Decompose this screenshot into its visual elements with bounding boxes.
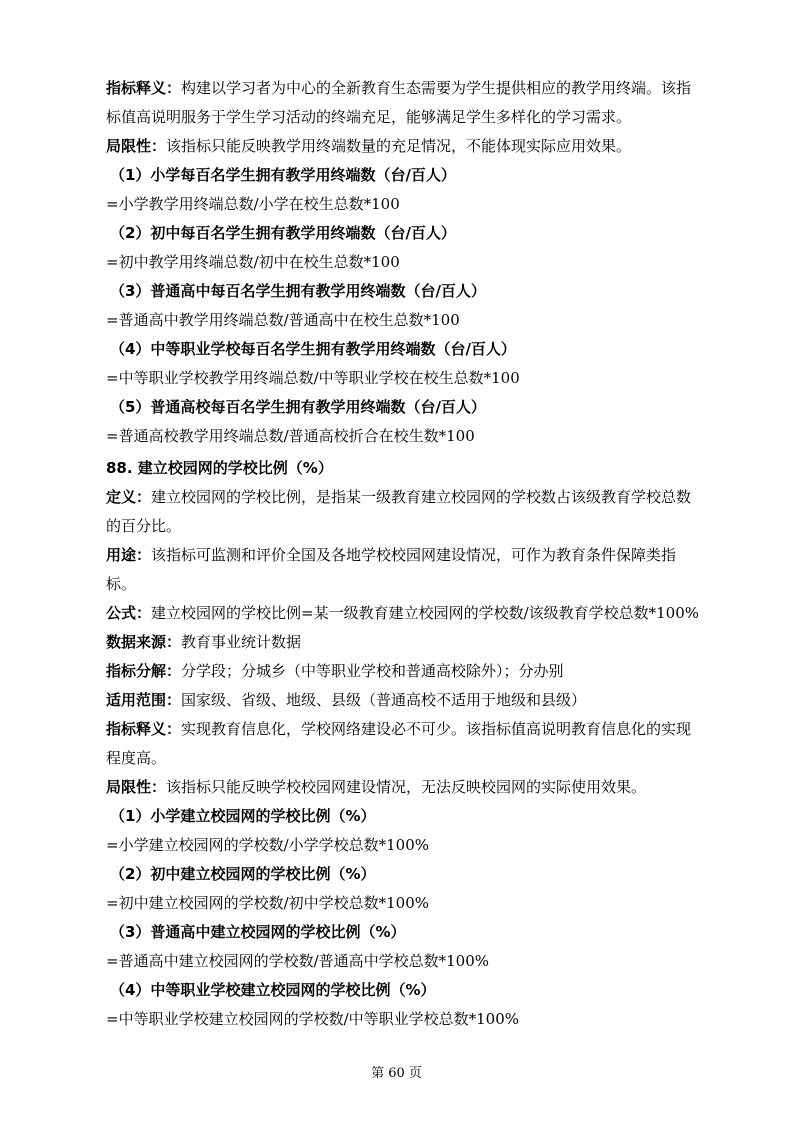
breakdown-paragraph [106, 657, 706, 686]
data-source-paragraph [106, 628, 706, 657]
breakdown-label: 指标分解： [106, 662, 182, 680]
data-source-text: 教育事业统计数据 [181, 633, 302, 651]
interpretation-label: 指标释义： [106, 720, 182, 738]
limitation-label: 局限性： [106, 778, 167, 796]
usage-paragraph [106, 541, 706, 599]
sub-indicator-formula: =初中建立校园网的学校数/初中学校总数*100% [106, 894, 430, 912]
section-heading: 88. 建立校园网的学校比例（%） [106, 459, 333, 477]
definition-label: 定义： [106, 488, 152, 506]
scope-paragraph [106, 686, 706, 715]
sub-indicator-title: （1）小学建立校园网的学校比例（%） [110, 807, 376, 825]
interpretation-text: 实现教育信息化，学校网络建设必不可少。该指标值高说明教育信息化的实现程度高。 [106, 720, 692, 767]
definition-text: 建立校园网的学校比例，是指某一级教育建立校园网的学校数占该级教育学校总数的百分比。 [106, 488, 692, 535]
formula-label: 公式： [106, 604, 152, 622]
sub-indicator-formula: =中等职业学校建立校园网的学校数/中等职业学校总数*100% [106, 1010, 520, 1028]
page-number-footer: 第 60 页 [371, 1066, 422, 1081]
page-content [106, 74, 706, 1034]
usage-label: 用途： [106, 546, 152, 564]
limitation-text: 该指标只能反映教学用终端数量的充足情况，不能体现实际应用效果。 [166, 137, 632, 155]
usage-text: 该指标可监测和评价全国及各地学校校园网建设情况，可作为教育条件保障类指标。 [106, 546, 677, 593]
sub-indicator-title: （4）中等职业学校每百名学生拥有教学用终端数（台/百人） [110, 340, 516, 358]
sub-indicator-title: （5）普通高校每百名学生拥有教学用终端数（台/百人） [110, 398, 486, 416]
sub-indicator-formula: =中等职业学校教学用终端总数/中等职业学校在校生总数*100 [106, 369, 520, 387]
interpretation-text: 构建以学习者为中心的全新教育生态需要为学生提供相应的教学用终端。该指标值高说明服务于学生学习活动的终端充足，能够满足学生多样化的学习需求。 [106, 79, 692, 126]
definition-paragraph [106, 483, 706, 541]
scope-text: 国家级、省级、地级、县级（普通高校不适用于地级和县级） [181, 691, 587, 709]
interpretation-label: 指标释义： [106, 79, 182, 97]
sub-indicator-title: （3）普通高中建立校园网的学校比例（%） [110, 923, 406, 941]
formula-text: 建立校园网的学校比例=某一级教育建立校园网的学校数/该级教育学校总数*100% [151, 604, 700, 622]
scope-label: 适用范围： [106, 691, 182, 709]
sub-indicator-title: （3）普通高中每百名学生拥有教学用终端数（台/百人） [110, 282, 486, 300]
data-source-label: 数据来源： [106, 633, 182, 651]
breakdown-text: 分学段；分城乡（中等职业学校和普通高校除外）；分办别 [181, 662, 564, 680]
limitation-text: 该指标只能反映学校校园网建设情况，无法反映校园网的实际使用效果。 [166, 778, 647, 796]
sub-indicator-formula: =普通高校教学用终端总数/普通高校折合在校生数*100 [106, 427, 475, 445]
limitation-label: 局限性： [106, 137, 167, 155]
formula-paragraph [106, 599, 706, 628]
sub-indicator-formula: =普通高中建立校园网的学校数/普通高中学校总数*100% [106, 952, 490, 970]
indicator-interpretation-paragraph [106, 74, 706, 132]
limitation-paragraph [106, 132, 706, 161]
sub-indicator-formula: =初中教学用终端总数/初中在校生总数*100 [106, 253, 400, 271]
limitation-paragraph [106, 773, 706, 802]
indicator-interpretation-paragraph [106, 715, 706, 773]
sub-indicator-title: （4）中等职业学校建立校园网的学校比例（%） [110, 981, 436, 999]
sub-indicator-title: （2）初中建立校园网的学校比例（%） [110, 865, 376, 883]
sub-indicator-title: （2）初中每百名学生拥有教学用终端数（台/百人） [110, 224, 456, 242]
sub-indicator-formula: =小学教学用终端总数/小学在校生总数*100 [106, 195, 400, 213]
sub-indicator-formula: =小学建立校园网的学校数/小学学校总数*100% [106, 836, 430, 854]
sub-indicator-formula: =普通高中教学用终端总数/普通高中在校生总数*100 [106, 311, 460, 329]
sub-indicator-title: （1）小学每百名学生拥有教学用终端数（台/百人） [110, 166, 456, 184]
